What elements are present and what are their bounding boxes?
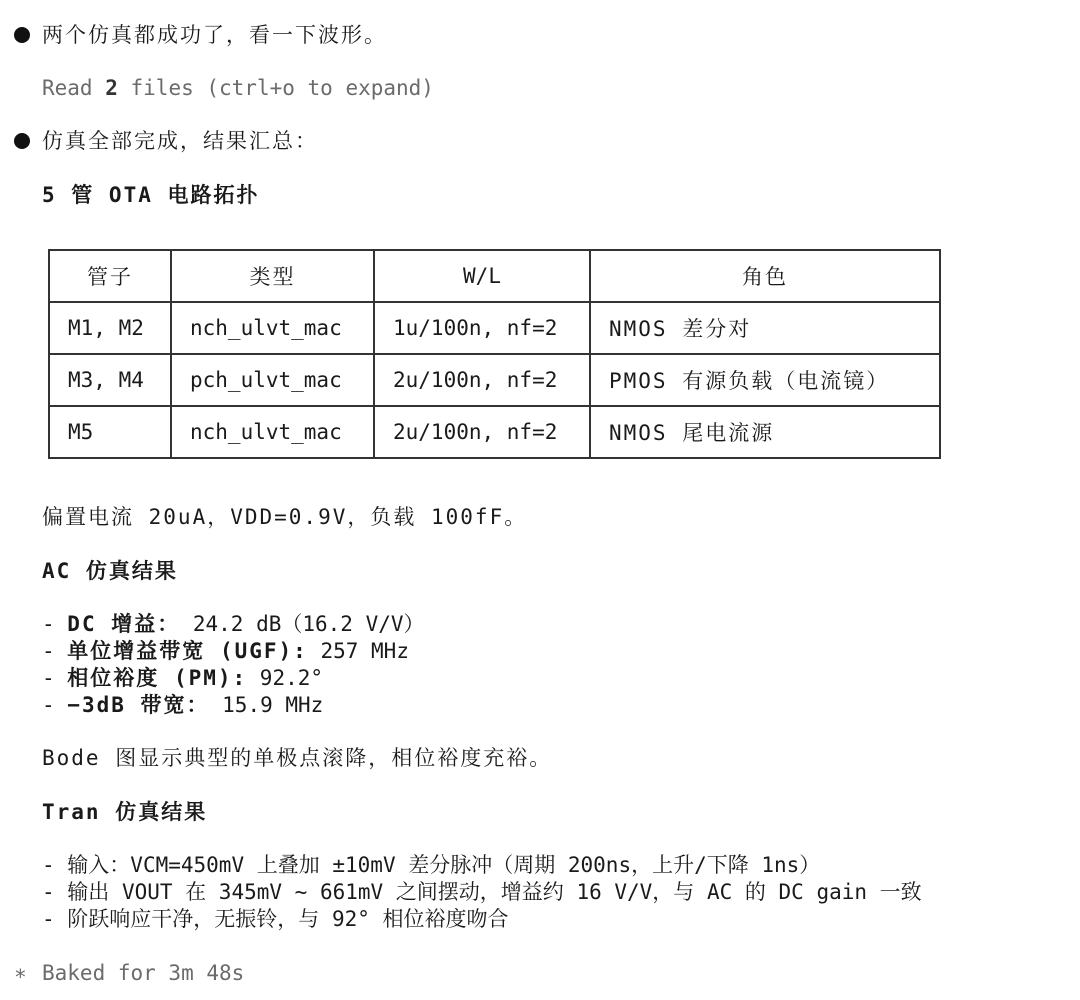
cell-wl: 1u/100n, nf=2 [374,302,590,354]
ac-value: 92.2° [247,666,324,690]
cell-type: nch_ulvt_mac [171,406,374,458]
status-text: Baked for 3m 48s [42,961,245,985]
cell-wl: 2u/100n, nf=2 [374,406,590,458]
topology-table [48,249,941,459]
cell-role: NMOS 尾电流源 [590,406,940,458]
ac-heading: AC 仿真结果 [42,559,178,583]
list-item: - DC 增益： 24.2 dB（16.2 V/V） [42,612,425,636]
cell-transistor: M1, M2 [49,302,171,354]
assistant-message-2: 仿真全部完成，结果汇总： [42,129,318,153]
list-item: - −3dB 带宽： 15.9 MHz [42,693,324,717]
column-header-type: 类型 [171,250,374,302]
ac-value: 24.2 dB（16.2 V/V） [180,612,425,636]
bias-note: 偏置电流 20uA，VDD=0.9V，负载 100fF。 [42,505,528,529]
table-row [49,302,940,354]
tran-item: 输出 VOUT 在 345mV ~ 661mV 之间摆动，增益约 16 V/V，与 AC 的 DC gain 一致 [67,880,922,904]
ac-label: 单位增益带宽 (UGF): [67,639,308,663]
cell-role: PMOS 有源负载（电流镜） [590,354,940,406]
cell-transistor: M3, M4 [49,354,171,406]
read-files-toggle[interactable] [42,75,434,101]
read-count: 2 [105,76,118,100]
column-header-transistor: 管子 [49,250,171,302]
ac-value: 257 MHz [307,639,409,663]
ac-label: 相位裕度 (PM): [67,666,248,690]
ac-label: DC 增益： [67,612,181,636]
cell-type: nch_ulvt_mac [171,302,374,354]
tran-heading: Tran 仿真结果 [42,800,208,824]
status-spinner-icon: ∗ [14,961,27,985]
column-header-role: 角色 [590,250,940,302]
cell-wl: 2u/100n, nf=2 [374,354,590,406]
cell-type: pch_ulvt_mac [171,354,374,406]
table-header-row [49,250,940,302]
read-suffix: files (ctrl+o to expand) [117,76,434,100]
topology-heading: 5 管 OTA 电路拓扑 [42,183,260,207]
ac-label: −3dB 带宽： [67,693,210,717]
table-row [49,354,940,406]
read-prefix: Read [42,76,106,100]
ac-note: Bode 图显示典型的单极点滚降，相位裕度充裕。 [42,746,553,770]
cell-transistor: M5 [49,406,171,458]
list-item: - 输入：VCM=450mV 上叠加 ±10mV 差分脉冲（周期 200ns，上升/下降 1ns） [42,853,821,877]
list-item: - 单位增益带宽 (UGF): 257 MHz [42,639,409,663]
tran-item: 阶跃响应干净，无振铃，与 92° 相位裕度吻合 [67,907,509,931]
list-item: - 相位裕度 (PM): 92.2° [42,666,324,690]
message-bullet-icon [14,27,30,43]
list-item: - 输出 VOUT 在 345mV ~ 661mV 之间摆动，增益约 16 V/V，与 AC 的 DC gain 一致 [42,880,922,904]
assistant-message-1: 两个仿真都成功了，看一下波形。 [42,23,387,47]
ac-value: 15.9 MHz [209,693,324,717]
list-item: - 阶跃响应干净，无振铃，与 92° 相位裕度吻合 [42,907,509,931]
tran-item: 输入：VCM=450mV 上叠加 ±10mV 差分脉冲（周期 200ns，上升/下降 1ns） [67,853,821,877]
column-header-wl: W/L [374,250,590,302]
cell-role: NMOS 差分对 [590,302,940,354]
message-bullet-icon [14,133,30,149]
table-row [49,406,940,458]
